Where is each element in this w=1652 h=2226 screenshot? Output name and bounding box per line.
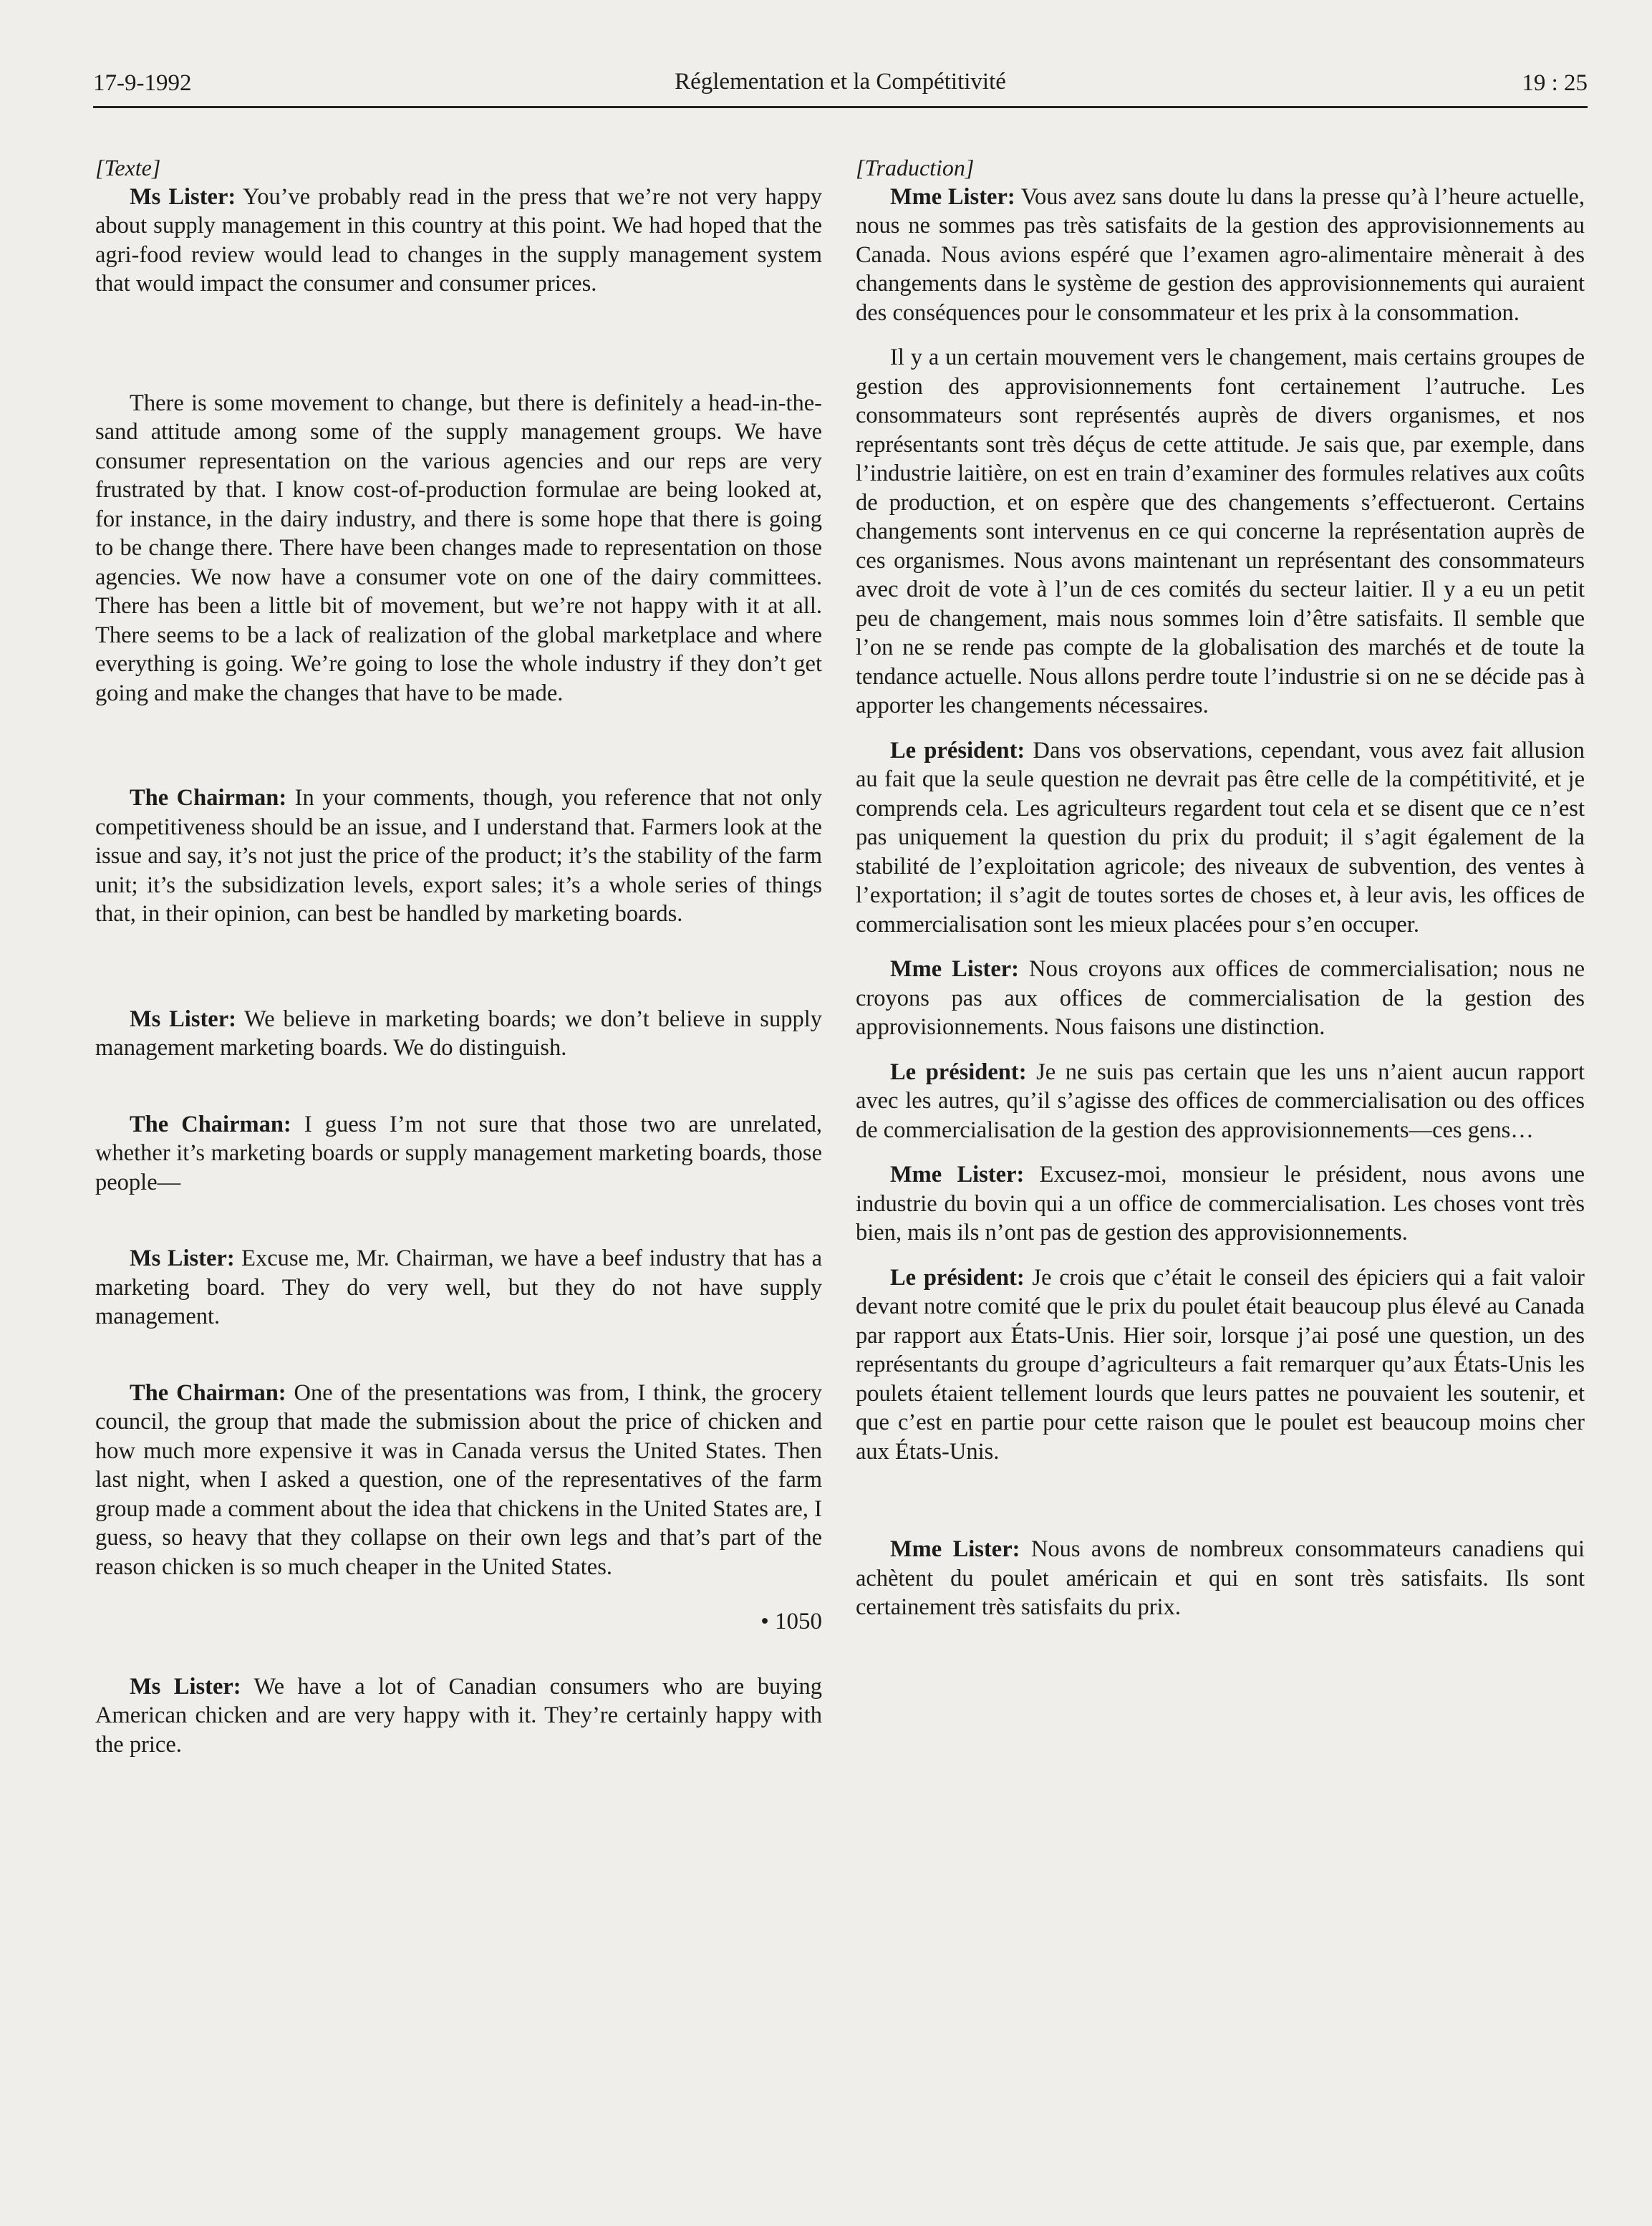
speaker-name: Ms Lister: bbox=[130, 1673, 241, 1700]
paragraph-text: Je ne suis pas certain que les uns n’aient aucun rapport avec les autres, qu’il s’agisse des offices de commercialisation ou des offices de commercialisation de la gestion des approvisionnements—ces gens… bbox=[856, 1059, 1585, 1143]
paragraph bbox=[856, 1263, 1585, 1467]
paragraph bbox=[856, 1058, 1585, 1145]
speaker-name: Mme Lister: bbox=[890, 1536, 1020, 1562]
speaker-name: Le président: bbox=[890, 1264, 1025, 1291]
paragraph bbox=[95, 1005, 822, 1063]
speaker-name: The Chairman: bbox=[130, 1379, 286, 1406]
paragraph bbox=[856, 343, 1585, 721]
speaker-name: The Chairman: bbox=[130, 1111, 291, 1137]
paragraph bbox=[95, 784, 822, 929]
speaker-name: Ms Lister: bbox=[130, 1246, 235, 1271]
paragraph bbox=[95, 389, 822, 708]
speaker-name: Mme Lister: bbox=[890, 956, 1020, 982]
speaker-name: Le président: bbox=[890, 737, 1025, 763]
paragraph bbox=[95, 1379, 822, 1582]
paragraph-text: Vous avez sans doute lu dans la presse qu’à l’heure actuelle, nous ne sommes pas très satisfaits de la gestion des approvisionnements au Canada. Nous avions espéré que l’examen agro-alimentaire mènerait à des changements dans le système de gestion des approvisionnements qui auraient des conséquences pour le consommateur et les prix à la consommation. bbox=[856, 183, 1585, 326]
header-date: 17-9-1992 bbox=[93, 70, 192, 96]
paragraph-text: We have a lot of Canadian consumers who are buying American chicken and are very happy with it. They’re certainly happy with the price. bbox=[95, 1673, 822, 1758]
paragraph-text: We believe in marketing boards; we don’t believe in supply management marketing boards. We do distinguish. bbox=[95, 1006, 822, 1061]
header-page-number: 19 : 25 bbox=[1522, 70, 1588, 96]
paragraph-text: Nous avons de nombreux consommateurs canadiens qui achètent du poulet américain et qui en sont très satisfaits. Ils sont certainement très satisfaits du prix. bbox=[856, 1536, 1585, 1620]
paragraph bbox=[856, 183, 1585, 328]
paragraph-text: You’ve probably read in the press that we’re not very happy about supply management in this country at this point. We had hoped that the agri-food review would lead to changes in the supply management system that would impact the consumer and consumer prices. bbox=[95, 183, 822, 297]
english-column bbox=[95, 153, 822, 1759]
speaker-name: Le président: bbox=[890, 1059, 1027, 1085]
paragraph bbox=[95, 1244, 822, 1331]
paragraph bbox=[856, 736, 1585, 940]
page-header bbox=[93, 66, 1588, 108]
header-title: Réglementation et la Compétitivité bbox=[675, 69, 1006, 95]
paragraph-text: Excuse me, Mr. Chairman, we have a beef industry that has a marketing board. They do very well, but they do not have supply management. bbox=[95, 1246, 822, 1329]
paragraph bbox=[856, 1160, 1585, 1248]
speaker-name: Mme Lister: bbox=[890, 1162, 1025, 1187]
language-label: [Texte] bbox=[95, 155, 161, 180]
speaker-name: The Chairman: bbox=[130, 785, 287, 811]
time-mark: • 1050 bbox=[760, 1609, 822, 1634]
paragraph bbox=[95, 1672, 822, 1760]
paragraph-text: Dans vos observations, cependant, vous avez fait allusion au fait que la seule question ne devrait pas être celle de la compétitivité, et je comprends cela. Les agriculteurs regardent tout cela et se disent que ce n’est pas uniquement la question du prix du produit; il s’agit également de la stabilité de l’exploitation agricole; des niveaux de subvention, des ventes à l’exportation; il s’agit de toutes sortes de choses et, à leur avis, les offices de commercialisation sont les mieux placées pour s’en occuper. bbox=[856, 737, 1585, 938]
paragraph-text: In your comments, though, you reference that not only competitiveness should be an issue, and I understand that. Farmers look at the issue and say, it’s not just the price of the product; it’s the stability of the farm unit; it’s the subsidization levels, export sales; it’s a whole series of things that, in their opinion, can best be handled by marketing boards. bbox=[95, 785, 822, 927]
paragraph bbox=[856, 1535, 1585, 1622]
paragraph bbox=[856, 955, 1585, 1042]
paragraph-text: Il y a un certain mouvement vers le changement, mais certains groupes de gestion des approvisionnements font certainement l’autruche. Les consommateurs sont représentés auprès de divers organismes, et nos représentants sont très déçus de cette attitude. Je sais que, par exemple, dans l’industrie laitière, on est en train d’examiner des formules relatives aux coûts de production, et on espère que des changements s’effectueront. Certains changements sont intervenus en ce qui concerne la représentation auprès de ces organismes. Nous avons maintenant un représentant des consommateurs avec droit de vote à l’un de ces comités du secteur laitier. Il y a eu un petit peu de changement, mais nous sommes loin d’être satisfaits. Il semble que l’on ne se rende pas compte de la globalisation des marchés et de toute la tendance actuelle. Nous allons perdre toute l’industrie si on ne se décide pas à apporter les changements nécessaires. bbox=[856, 344, 1585, 718]
speaker-name: Ms Lister: bbox=[130, 183, 236, 210]
paragraph-text: Je crois que c’était le conseil des épiciers qui a fait valoir devant notre comité que le prix du poulet était beaucoup plus élevé au Canada par rapport aux États-Unis. Hier soir, lorsque j’ai posé une question, un des représentants du groupe d’agriculteurs a fait remarquer qu’aux États-Unis les poulets étaient tellement lourds que leurs pattes ne pouvaient les soutenir, et que c’est en partie pour cette raison que le poulet est beaucoup moins cher aux États-Unis. bbox=[856, 1264, 1585, 1465]
paragraph bbox=[95, 1110, 822, 1198]
paragraph-text: I guess I’m not sure that those two are unrelated, whether it’s marketing boards or supply management marketing boards, those people— bbox=[95, 1111, 822, 1195]
paragraph bbox=[95, 183, 822, 299]
french-column bbox=[856, 153, 1585, 1622]
paragraph-text: There is some movement to change, but there is definitely a head-in-the-sand attitude among some of the supply management groups. We have consumer representation on the various agencies and our reps are very frustrated by that. I know cost-of-production formulae are being looked at, for instance, in the dairy industry, and there is some hope that there is going to be change there. There have been changes made to representation on those agencies. We now have a consumer vote on one of the dairy committees. There has been a little bit of movement, but we’re not happy with it at all. There seems to be a lack of realization of the global marketplace and where everything is going. We’re going to lose the whole industry if they don’t get going and make the changes that have to be made. bbox=[95, 390, 822, 706]
paragraph-text: Nous croyons aux offices de commercialisation; nous ne croyons pas aux offices de commercialisation de la gestion des approvisionnements. Nous faisons une distinction. bbox=[856, 956, 1585, 1040]
speaker-name: Ms Lister: bbox=[130, 1006, 236, 1032]
paragraph-text: One of the presentations was from, I think, the grocery council, the group that made the submission about the price of chicken and how much more expensive it was in Canada versus the United States. Then last night, when I asked a question, one of the representatives of the farm group made a comment about the idea that chickens in the United States are, I guess, so heavy that they collapse on their own legs and that’s part of the reason chicken is so much cheaper in the United States. bbox=[95, 1379, 822, 1580]
paragraph-text: Excusez-moi, monsieur le président, nous avons une industrie du bovin qui a un office de commercialisation. Les choses vont très bien, mais ils n’ont pas de gestion des approvisionnements. bbox=[856, 1162, 1585, 1246]
language-label: [Traduction] bbox=[856, 155, 975, 180]
speaker-name: Mme Lister: bbox=[890, 183, 1015, 210]
